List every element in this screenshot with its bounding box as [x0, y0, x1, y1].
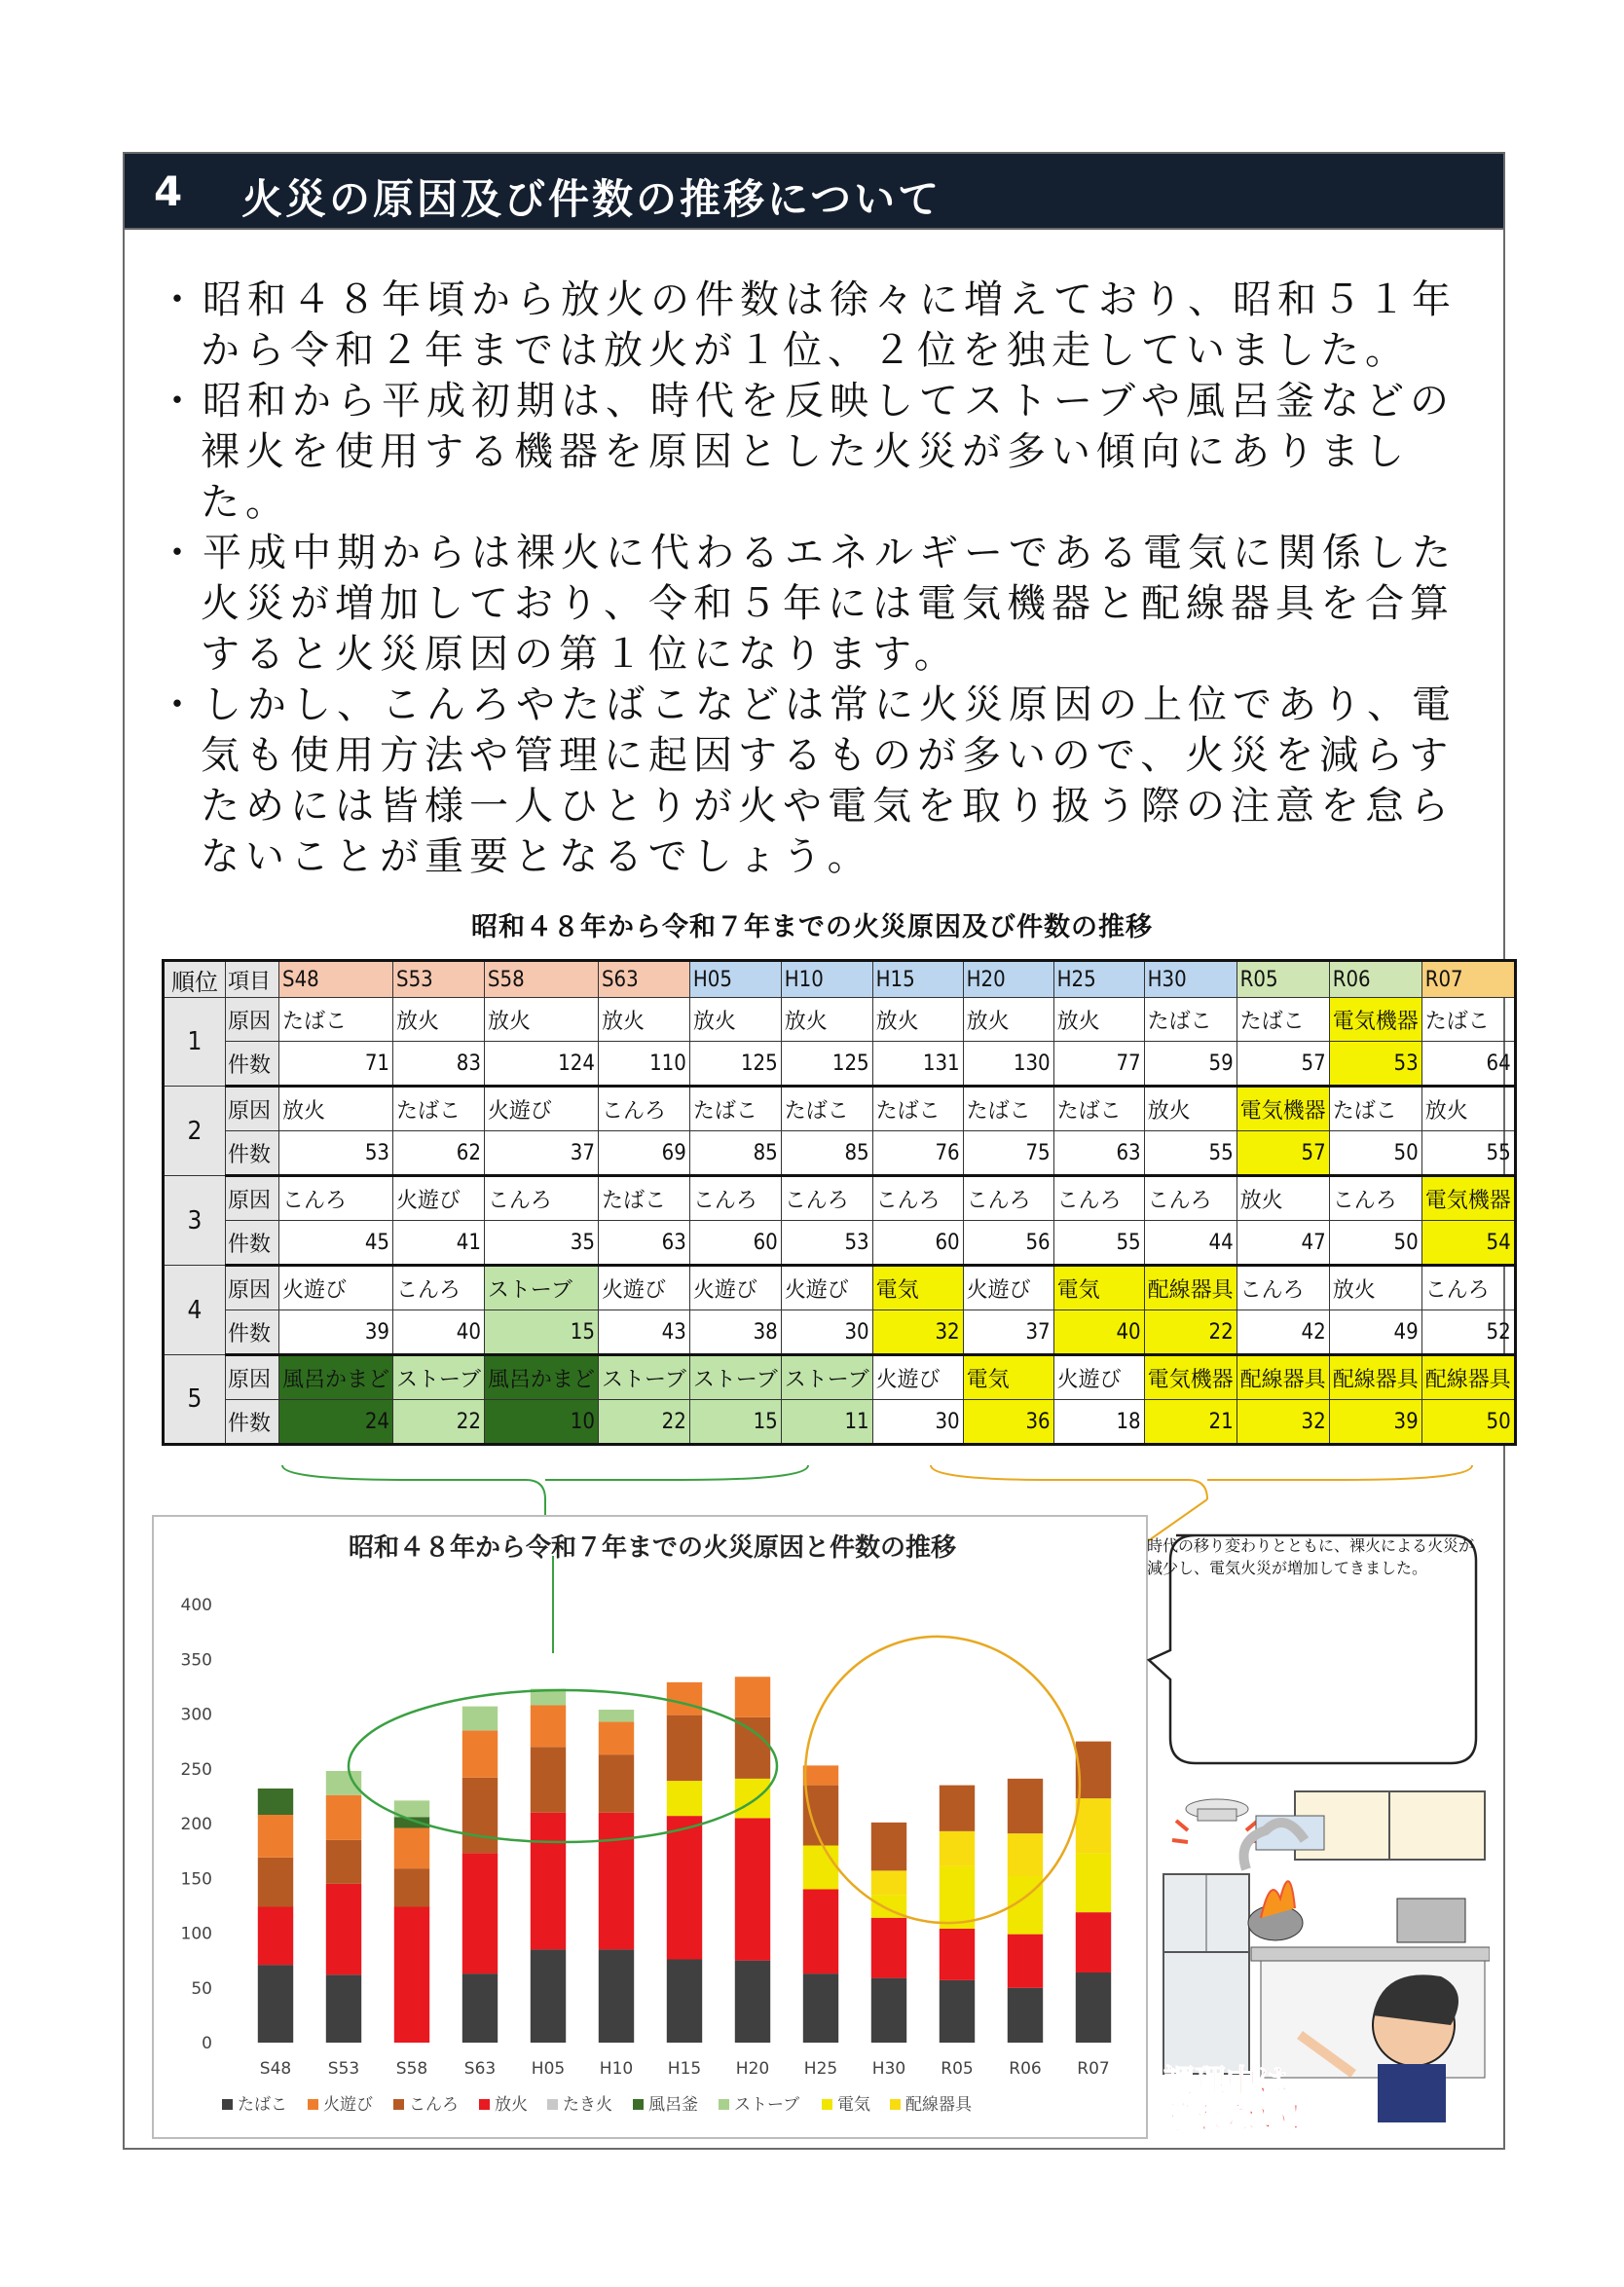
- bar-segment: [1076, 1798, 1111, 1853]
- count-cell: 60: [689, 1221, 781, 1266]
- bar-segment: [1076, 1853, 1111, 1912]
- count-cell: 76: [872, 1131, 963, 1176]
- count-cell: 22: [1144, 1310, 1236, 1355]
- cause-cell: 火遊び: [963, 1266, 1053, 1310]
- y-tick-label: 150: [180, 1869, 212, 1890]
- green-bracket-right: [545, 1465, 808, 1480]
- cause-cell: こんろ: [872, 1176, 963, 1221]
- row-label-count: 件数: [226, 1042, 279, 1087]
- count-cell: 11: [781, 1400, 872, 1445]
- count-cell: 50: [1329, 1131, 1421, 1176]
- x-tick-label: S48: [259, 2059, 292, 2079]
- count-cell: 63: [598, 1221, 689, 1266]
- x-tick-label: R05: [941, 2059, 974, 2079]
- count-cell: 40: [393, 1310, 485, 1355]
- cause-cell: こんろ: [1329, 1176, 1421, 1221]
- cause-cell: 放火: [484, 998, 598, 1042]
- cause-cell: 火遊び: [781, 1266, 872, 1310]
- cause-cell: たばこ: [1421, 998, 1515, 1042]
- cause-cell: 火遊び: [872, 1355, 963, 1400]
- chart-title: 昭和４８年から令和７年までの火災原因と件数の推移: [348, 1533, 957, 1563]
- bar-segment: [803, 1890, 838, 1974]
- bar-segment: [462, 1973, 498, 2043]
- bar-segment: [258, 1965, 293, 2043]
- person-body: [1378, 2064, 1446, 2122]
- cause-cell: たばこ: [872, 1087, 963, 1131]
- count-cell: 110: [598, 1042, 689, 1087]
- count-cell: 54: [1421, 1221, 1515, 1266]
- x-tick-label: H05: [531, 2059, 566, 2079]
- cause-cell: たばこ: [1144, 998, 1236, 1042]
- y-tick-label: 400: [180, 1596, 212, 1615]
- count-cell: 47: [1236, 1221, 1329, 1266]
- cause-cell: 配線器具: [1144, 1266, 1236, 1310]
- x-tick-label: H20: [735, 2059, 770, 2079]
- bar-segment: [803, 1973, 838, 2043]
- cause-cell: 風呂かまど: [279, 1355, 393, 1400]
- cause-cell: たばこ: [1329, 1087, 1421, 1131]
- cause-cell: こんろ: [781, 1176, 872, 1221]
- cause-cell: 電気機器: [1329, 998, 1421, 1042]
- header-year: H10: [781, 961, 872, 998]
- header-year: S53: [393, 961, 485, 998]
- bullet-item: ・しかし、こんろやたばこなどは常に火災原因の上位であり、電気も使用方法や管理に起因するものが多いので、火災を減らすためには皆様一人ひとりが火や電気を取り扱う際の注意を怠らないことが重要となるでしょう。: [158, 682, 1457, 879]
- bar-segment: [258, 1907, 293, 1966]
- bar-segment: [394, 1828, 429, 1869]
- cause-cell: 放火: [781, 998, 872, 1042]
- bar-segment: [871, 1870, 906, 1895]
- bar-segment: [1008, 1935, 1043, 1988]
- legend-label: ストーブ: [734, 2095, 800, 2115]
- y-tick-label: 50: [191, 1978, 212, 1999]
- legend-label: 放火: [495, 2095, 528, 2115]
- bar-segment: [326, 1840, 361, 1884]
- count-cell: 21: [1144, 1400, 1236, 1445]
- count-cell: 52: [1421, 1310, 1515, 1355]
- y-tick-label: 200: [180, 1815, 212, 1834]
- cause-cell: 電気機器: [1236, 1087, 1329, 1131]
- count-cell: 41: [393, 1221, 485, 1266]
- bullet-item: ・昭和４８年頃から放火の件数は徐々に増えており、昭和５１年から令和２年までは放火が１位、２位を独走していました。: [158, 277, 1457, 373]
- bar-segment: [258, 1858, 293, 1907]
- count-cell: 55: [1144, 1131, 1236, 1176]
- cause-cell: 放火: [1144, 1087, 1236, 1131]
- bar-segment: [326, 1974, 361, 2043]
- count-cell: 37: [484, 1131, 598, 1176]
- cause-cell: 電気機器: [1144, 1355, 1236, 1400]
- bar-segment: [871, 1918, 906, 1978]
- count-cell: 18: [1053, 1400, 1144, 1445]
- count-cell: 69: [598, 1131, 689, 1176]
- count-cell: 125: [781, 1042, 872, 1087]
- count-cell: 56: [963, 1221, 1053, 1266]
- count-cell: 45: [279, 1221, 393, 1266]
- header-item: 項目: [226, 961, 279, 998]
- count-cell: 57: [1236, 1042, 1329, 1087]
- count-cell: 75: [963, 1131, 1053, 1176]
- y-tick-label: 350: [180, 1650, 212, 1671]
- bar-segment: [462, 1778, 498, 1854]
- x-axis: [260, 2059, 1110, 2079]
- bar-segment: [394, 1868, 429, 1906]
- cause-cell: 放火: [393, 998, 485, 1042]
- kitchen-illustration: [1159, 1782, 1490, 2142]
- bar-segment: [667, 1715, 702, 1782]
- legend-swatch: [547, 2099, 558, 2110]
- row-label-count: 件数: [226, 1221, 279, 1266]
- cause-cell: たばこ: [1053, 1087, 1144, 1131]
- legend-swatch: [222, 2099, 233, 2110]
- count-cell: 57: [1236, 1131, 1329, 1176]
- count-cell: 32: [872, 1310, 963, 1355]
- legend-label: 火遊び: [323, 2095, 373, 2115]
- cause-cell: こんろ: [963, 1176, 1053, 1221]
- cause-cell: 放火: [1236, 1176, 1329, 1221]
- count-cell: 85: [689, 1131, 781, 1176]
- count-cell: 50: [1421, 1400, 1515, 1445]
- count-cell: 32: [1236, 1400, 1329, 1445]
- cause-cell: こんろ: [279, 1176, 393, 1221]
- bar-segment: [803, 1786, 838, 1846]
- count-cell: 40: [1053, 1310, 1144, 1355]
- y-tick-label: 100: [180, 1924, 212, 1944]
- bar-segment: [667, 1960, 702, 2044]
- count-cell: 60: [872, 1221, 963, 1266]
- x-tick-label: R07: [1077, 2059, 1110, 2079]
- rank-number: 2: [164, 1087, 226, 1176]
- count-cell: 125: [689, 1042, 781, 1087]
- bar-segment: [735, 1677, 770, 1717]
- bar-segment: [667, 1682, 702, 1715]
- callout-text: 時代の移り変わりとともに、裸火による火災が減少し、電気火災が増加してきました。: [1147, 1536, 1475, 1577]
- chart-legend: [222, 2095, 973, 2115]
- bar-segment: [326, 1771, 361, 1795]
- caption-line: 離れない！: [1163, 2099, 1320, 2136]
- count-cell: 55: [1053, 1221, 1144, 1266]
- cause-cell: 放火: [279, 1087, 393, 1131]
- bar-segment: [735, 1717, 770, 1779]
- legend-label: こんろ: [409, 2095, 459, 2115]
- header-year: R07: [1421, 961, 1515, 998]
- cause-cell: 火遊び: [689, 1266, 781, 1310]
- count-cell: 39: [279, 1310, 393, 1355]
- caption-line: 調理中は: [1163, 2062, 1289, 2099]
- count-cell: 22: [598, 1400, 689, 1445]
- rank-number: 4: [164, 1266, 226, 1355]
- rank-number: 1: [164, 998, 226, 1087]
- cause-cell: 放火: [1329, 1266, 1421, 1310]
- cause-cell: こんろ: [393, 1266, 485, 1310]
- y-axis: [181, 1596, 212, 2053]
- bar-segment: [326, 1795, 361, 1840]
- bar-segment: [326, 1884, 361, 1974]
- cause-cell: 火遊び: [279, 1266, 393, 1310]
- bar-segment: [599, 1949, 634, 2043]
- count-cell: 71: [279, 1042, 393, 1087]
- cause-cell: ストーブ: [689, 1355, 781, 1400]
- count-cell: 63: [1053, 1131, 1144, 1176]
- cause-cell: 放火: [598, 998, 689, 1042]
- stacked-bar-chart: [154, 1517, 1146, 2137]
- bar-segment: [599, 1754, 634, 1813]
- header-year: H05: [689, 961, 781, 998]
- cause-cell: たばこ: [689, 1087, 781, 1131]
- counter-top: [1251, 1947, 1490, 1961]
- cause-cell: 放火: [963, 998, 1053, 1042]
- cause-cell: ストーブ: [484, 1266, 598, 1310]
- rank-number: 5: [164, 1355, 226, 1445]
- row-label-cause: 原因: [226, 1355, 279, 1400]
- bar-segment: [803, 1765, 838, 1785]
- bar-segment: [462, 1853, 498, 1973]
- count-cell: 53: [781, 1221, 872, 1266]
- count-cell: 15: [484, 1310, 598, 1355]
- count-cell: 44: [1144, 1221, 1236, 1266]
- legend-label: 配線器具: [905, 2095, 972, 2115]
- legend-swatch: [479, 2099, 490, 2110]
- cause-cell: 放火: [689, 998, 781, 1042]
- count-cell: 36: [963, 1400, 1053, 1445]
- x-tick-label: H15: [667, 2059, 702, 2079]
- header-year: H20: [963, 961, 1053, 998]
- y-tick-label: 300: [180, 1705, 212, 1725]
- bar-segment: [735, 1779, 770, 1819]
- bar-segment: [1076, 1742, 1111, 1799]
- row-label-count: 件数: [226, 1400, 279, 1445]
- bar-segment: [735, 1961, 770, 2043]
- count-cell: 24: [279, 1400, 393, 1445]
- bar-segment: [871, 1978, 906, 2043]
- bar-segment: [599, 1721, 634, 1754]
- bar-segment: [531, 1747, 566, 1813]
- bar-segment: [599, 1813, 634, 1950]
- x-tick-label: R06: [1009, 2059, 1042, 2079]
- cause-cell: 配線器具: [1236, 1355, 1329, 1400]
- legend-swatch: [719, 2099, 729, 2110]
- header-rank: 順位: [164, 961, 226, 998]
- cause-cell: 風呂かまど: [484, 1355, 598, 1400]
- cause-cell: こんろ: [1144, 1176, 1236, 1221]
- count-cell: 64: [1421, 1042, 1515, 1087]
- bar-segment: [1008, 1833, 1043, 1876]
- bar-segment: [394, 1817, 429, 1827]
- cause-cell: ストーブ: [598, 1355, 689, 1400]
- bar-segment: [871, 1823, 906, 1871]
- table-title: 昭和４８年から令和７年までの火災原因及び件数の推移: [471, 912, 1153, 942]
- bar-segment: [1008, 1988, 1043, 2043]
- bar-segment: [462, 1730, 498, 1777]
- count-cell: 55: [1421, 1131, 1515, 1176]
- cause-cell: たばこ: [963, 1087, 1053, 1131]
- orange-bracket-right: [1207, 1465, 1472, 1480]
- smoke-detector-base: [1198, 1809, 1236, 1821]
- section-number: 4: [154, 167, 186, 215]
- count-cell: 37: [963, 1310, 1053, 1355]
- legend-label: 電気: [837, 2095, 870, 2115]
- bar-segment: [667, 1816, 702, 1959]
- count-cell: 53: [1329, 1042, 1421, 1087]
- row-label-cause: 原因: [226, 998, 279, 1042]
- bar-segment: [531, 1813, 566, 1950]
- bar-segment: [599, 1710, 634, 1721]
- bar-segment: [462, 1707, 498, 1731]
- cause-cell: 火遊び: [598, 1266, 689, 1310]
- x-tick-label: S63: [463, 2059, 497, 2079]
- bar-segment: [667, 1781, 702, 1816]
- y-tick-label: 250: [180, 1759, 212, 1780]
- bar-segment: [258, 1815, 293, 1858]
- x-tick-label: H25: [803, 2059, 838, 2079]
- legend-label: たばこ: [238, 2095, 287, 2115]
- cause-cell: 電気: [872, 1266, 963, 1310]
- microwave-icon: [1397, 1899, 1465, 1942]
- row-label-count: 件数: [226, 1310, 279, 1355]
- bar-segment: [531, 1706, 566, 1748]
- bar-group: [258, 1677, 1111, 2043]
- header-year: R05: [1236, 961, 1329, 998]
- legend-swatch: [393, 2099, 404, 2110]
- cause-cell: 放火: [1053, 998, 1144, 1042]
- count-cell: 35: [484, 1221, 598, 1266]
- rank-number: 3: [164, 1176, 226, 1266]
- cause-cell: こんろ: [689, 1176, 781, 1221]
- cause-cell: たばこ: [393, 1087, 485, 1131]
- cause-cell: 火遊び: [1053, 1355, 1144, 1400]
- bar-segment: [1008, 1779, 1043, 1833]
- y-tick-label: 0: [202, 2034, 212, 2053]
- bar-segment: [394, 1907, 429, 2044]
- bar-segment: [735, 1818, 770, 1960]
- row-label-cause: 原因: [226, 1087, 279, 1131]
- cause-cell: たばこ: [598, 1176, 689, 1221]
- cause-cell: 電気: [963, 1355, 1053, 1400]
- cause-cell: 火遊び: [484, 1087, 598, 1131]
- count-cell: 131: [872, 1042, 963, 1087]
- count-cell: 10: [484, 1400, 598, 1445]
- cause-cell: 配線器具: [1421, 1355, 1515, 1400]
- legend-label: 風呂釜: [648, 2095, 698, 2115]
- header-year: S58: [484, 961, 598, 998]
- count-cell: 38: [689, 1310, 781, 1355]
- count-cell: 83: [393, 1042, 485, 1087]
- cause-cell: 放火: [872, 998, 963, 1042]
- x-tick-label: S53: [327, 2059, 360, 2079]
- cause-cell: 配線器具: [1329, 1355, 1421, 1400]
- x-tick-label: H30: [871, 2059, 906, 2079]
- bar-segment: [940, 1786, 975, 1831]
- count-cell: 62: [393, 1131, 485, 1176]
- chart-panel: [152, 1515, 1148, 2139]
- count-cell: 59: [1144, 1042, 1236, 1087]
- orange-bracket: [931, 1465, 1207, 1499]
- bar-segment: [1076, 1912, 1111, 1973]
- legend-swatch: [308, 2099, 318, 2110]
- x-tick-label: H10: [599, 2059, 634, 2079]
- cause-cell: ストーブ: [781, 1355, 872, 1400]
- header-year: R06: [1329, 961, 1421, 998]
- row-label-count: 件数: [226, 1131, 279, 1176]
- section-title: 火災の原因及び件数の推移について: [241, 175, 942, 223]
- bar-segment: [258, 1789, 293, 1815]
- cause-cell: 火遊び: [393, 1176, 485, 1221]
- count-cell: 15: [689, 1400, 781, 1445]
- row-label-cause: 原因: [226, 1266, 279, 1310]
- cause-cell: こんろ: [1053, 1176, 1144, 1221]
- count-cell: 49: [1329, 1310, 1421, 1355]
- bullet-item: ・昭和から平成初期は、時代を反映してストーブや風呂釜などの裸火を使用する機器を原因とした火災が多い傾向にありました。: [158, 379, 1455, 525]
- row-label-cause: 原因: [226, 1176, 279, 1221]
- bar-segment: [940, 1980, 975, 2043]
- count-cell: 50: [1329, 1221, 1421, 1266]
- cause-cell: たばこ: [1236, 998, 1329, 1042]
- bar-segment: [531, 1949, 566, 2043]
- bar-segment: [803, 1846, 838, 1890]
- legend-swatch: [822, 2099, 832, 2110]
- legend-label: たき火: [563, 2095, 612, 2115]
- x-tick-label: S58: [395, 2059, 428, 2079]
- cause-cell: こんろ: [1421, 1266, 1515, 1310]
- cause-cell: 電気機器: [1421, 1176, 1515, 1221]
- count-cell: 22: [393, 1400, 485, 1445]
- count-cell: 42: [1236, 1310, 1329, 1355]
- bullet-item: ・平成中期からは裸火に代わるエネルギーである電気に関係した火災が増加しており、令和５年には電気機器と配線器具を合算すると火災原因の第１位になります。: [158, 531, 1457, 677]
- count-cell: 30: [872, 1400, 963, 1445]
- header-year: S63: [598, 961, 689, 998]
- count-cell: 39: [1329, 1400, 1421, 1445]
- bar-segment: [940, 1831, 975, 1866]
- count-cell: 85: [781, 1131, 872, 1176]
- header-year: H15: [872, 961, 963, 998]
- header-year: H30: [1144, 961, 1236, 998]
- count-cell: 124: [484, 1042, 598, 1087]
- cause-cell: こんろ: [1236, 1266, 1329, 1310]
- legend-swatch: [890, 2099, 901, 2110]
- cause-cell: たばこ: [279, 998, 393, 1042]
- cause-cell: こんろ: [484, 1176, 598, 1221]
- cause-cell: こんろ: [598, 1087, 689, 1131]
- count-cell: 53: [279, 1131, 393, 1176]
- header-year: H25: [1053, 961, 1144, 998]
- bar-segment: [940, 1929, 975, 1980]
- count-cell: 30: [781, 1310, 872, 1355]
- count-cell: 43: [598, 1310, 689, 1355]
- bar-segment: [940, 1866, 975, 1929]
- legend-swatch: [633, 2099, 644, 2110]
- count-cell: 130: [963, 1042, 1053, 1087]
- bar-segment: [1076, 1973, 1111, 2043]
- cause-cell: たばこ: [781, 1087, 872, 1131]
- cause-cell: 電気: [1053, 1266, 1144, 1310]
- header-year: S48: [279, 961, 393, 998]
- cause-cell: 放火: [1421, 1087, 1515, 1131]
- count-cell: 77: [1053, 1042, 1144, 1087]
- cause-cell: ストーブ: [393, 1355, 485, 1400]
